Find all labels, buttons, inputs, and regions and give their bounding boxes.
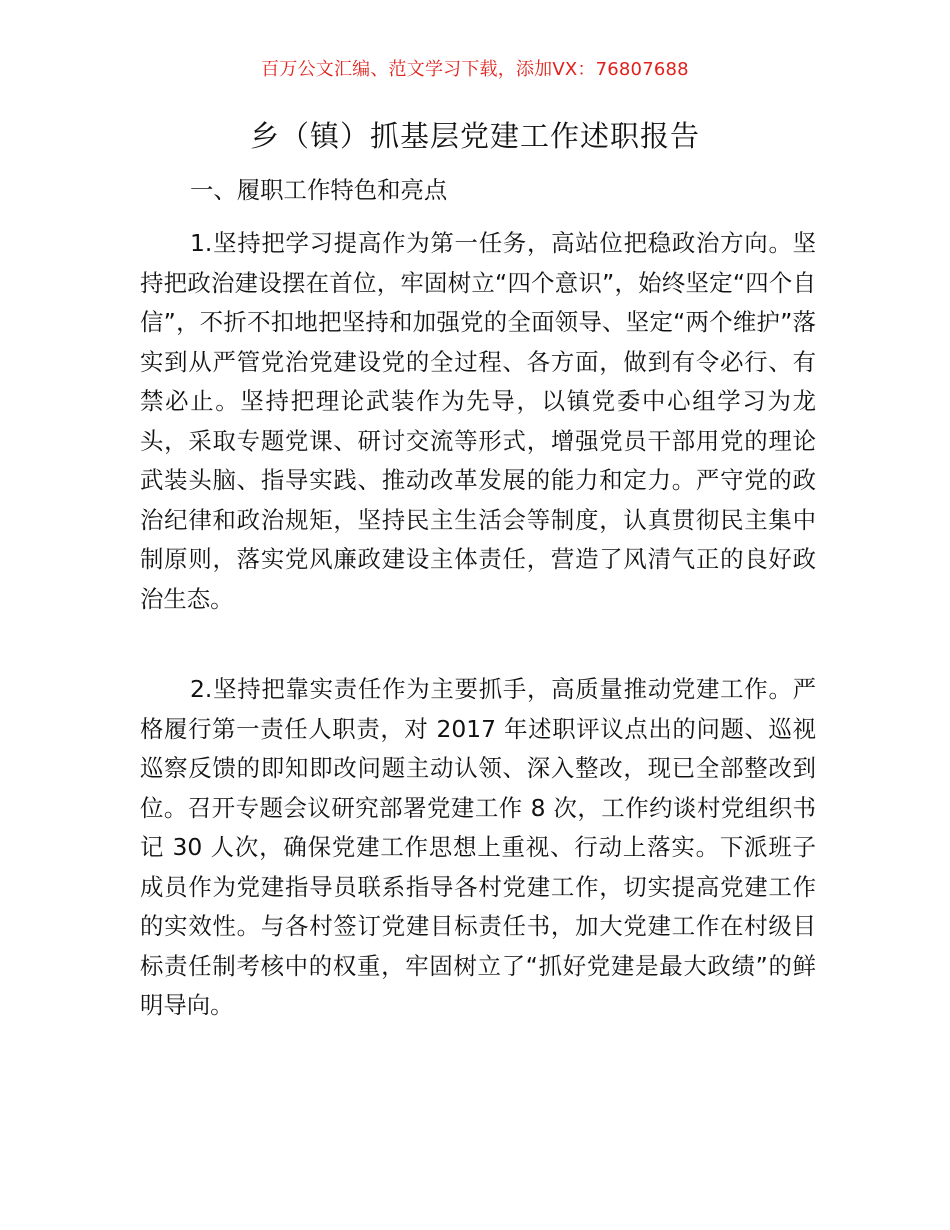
- paragraph-1: 1.坚持把学习提高作为第一任务，高站位把稳政治方向。坚持把政治建设摆在首位，牢固树立“四个意识”，始终坚定“四个自信”，不折不扣地把坚持和加强党的全面领导、坚定“两个维护”落实到从严管党治党建设党的全过程、各方面，做到有令必行、有禁必止。坚持把理论武装作为先导，以镇党委中心组学习为龙头，采取专题党课、研讨交流等形式，增强党员干部用党的理论武装头脑、指导实践、推动改革发展的能力和定力。严守党的政治纪律和政治规矩，坚持民主生活会等制度，认真贯彻民主集中制原则，落实党风廉政建设主体责任，营造了风清气正的良好政治生态。: [140, 229, 816, 613]
- section-heading: 一、履职工作特色和亮点: [190, 176, 448, 204]
- paragraph-2: 2.坚持把靠实责任作为主要抓手，高质量推动党建工作。严格履行第一责任人职责，对 2017 年述职评议点出的问题、巡视巡察反馈的即知即改问题主动认领、深入整改，现已全部整改到位。召开专题会议研究部署党建工作 8 次，工作约谈村党组织书记 30 人次，确保党建工作思想上重视、行动上落实。下派班子成员作为党建指导员联系指导各村党建工作，切实提高党建工作的实效性。与各村签订党建目标责任书，加大党建工作在村级目标责任制考核中的权重，牢固树立了“抓好党建是最大政绩”的鲜明导向。: [140, 675, 816, 1019]
- watermark-banner: 百万公文汇编、范文学习下载，添加VX：76807688: [261, 59, 689, 80]
- document-title: 乡（镇）抓基层党建工作述职报告: [249, 119, 700, 153]
